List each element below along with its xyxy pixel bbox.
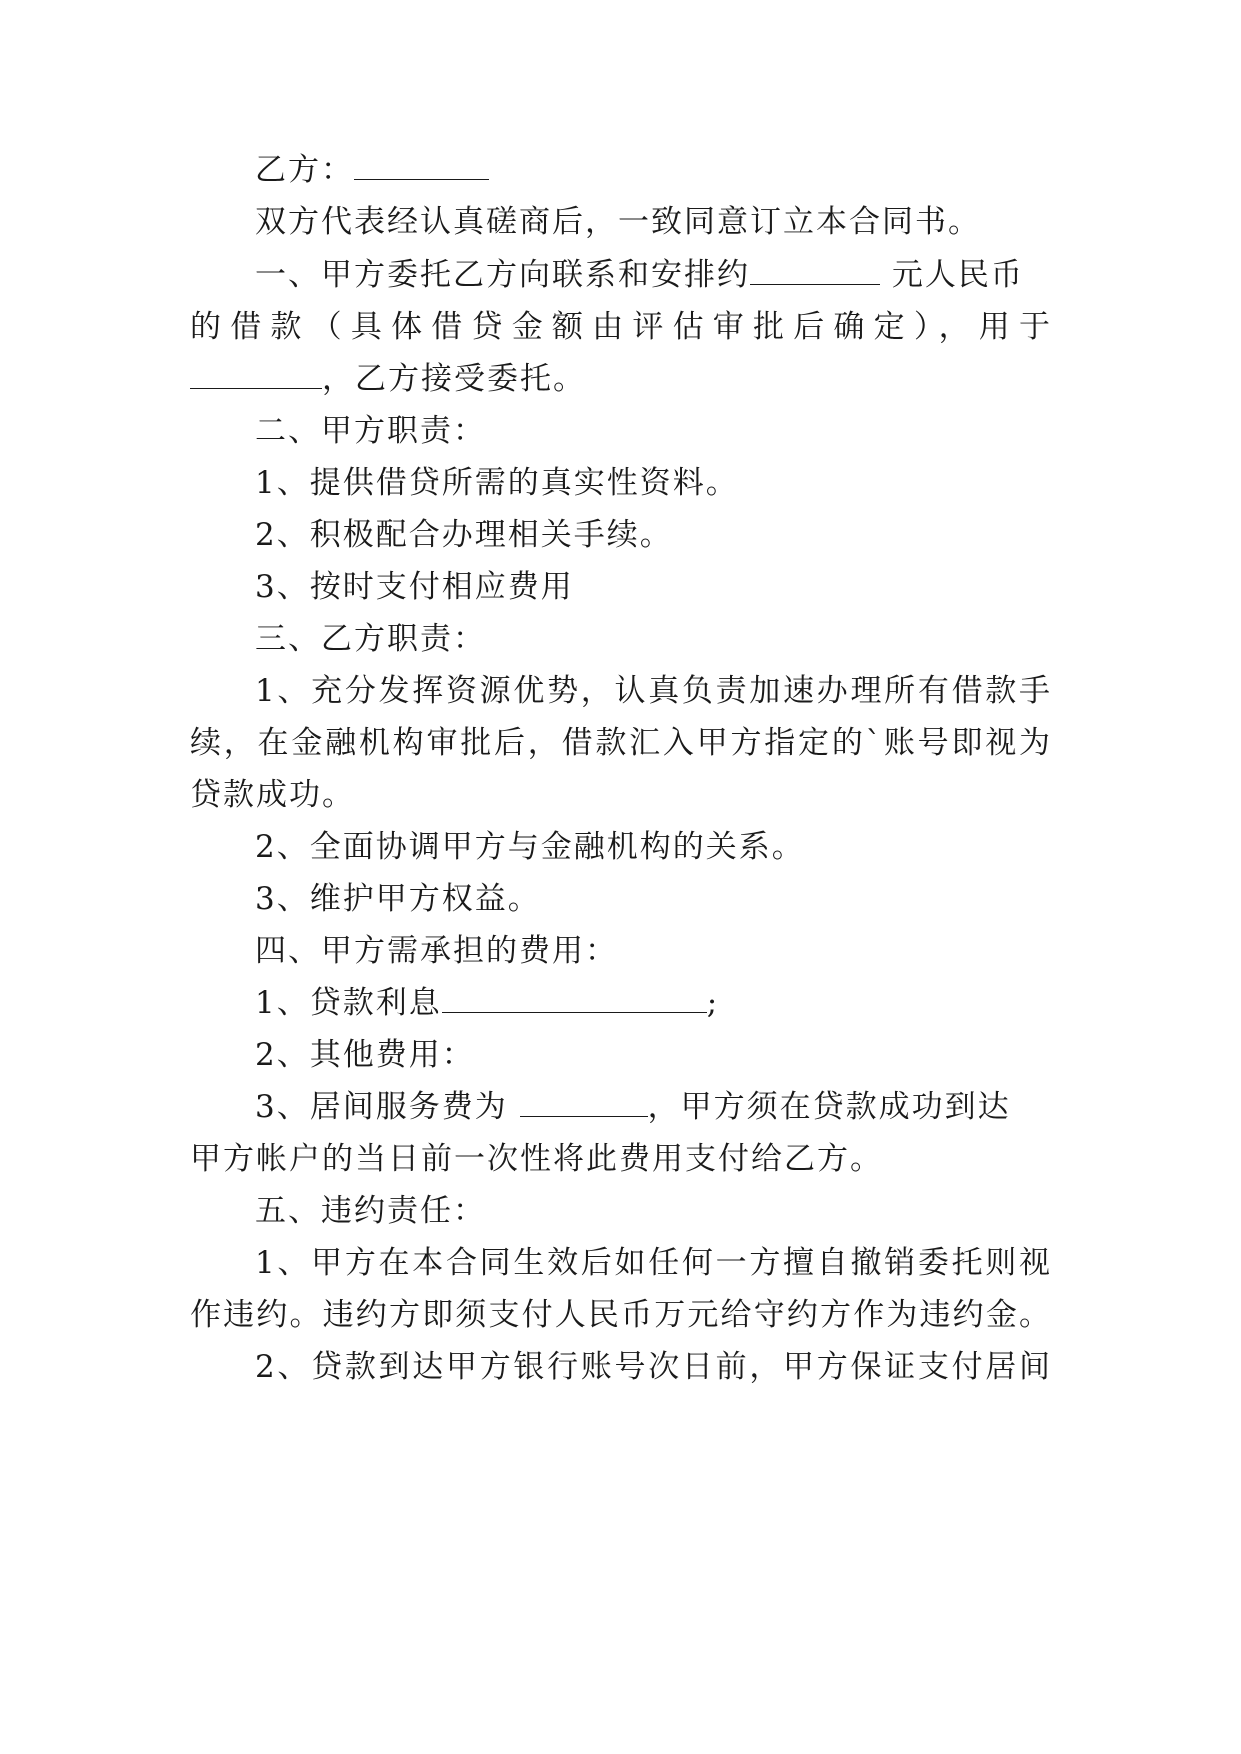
list-item <box>255 1087 1050 1127</box>
line-text: 元人民币 <box>880 257 1024 293</box>
line-text: 的借款（具体借贷金额由评估审批后确定），用于 <box>190 309 1050 345</box>
clause-1-line <box>255 255 1050 295</box>
line-text: 2、全面协调甲方与金融机构的关系。 <box>255 829 805 865</box>
list-item <box>255 983 1050 1023</box>
line-text: 3、按时支付相应费用 <box>255 569 574 605</box>
line-text: 二、甲方职责： <box>255 413 486 449</box>
line-text: 1、提供借贷所需的真实性资料。 <box>255 465 739 501</box>
line-text: 一、甲方委托乙方向联系和安排约 <box>255 257 750 293</box>
list-item <box>255 879 1050 919</box>
line-text: 1、充分发挥资源优势，认真负责加速办理所有借款手 <box>255 673 1050 709</box>
paragraph-line <box>190 1139 1050 1179</box>
line-text: 2、积极配合办理相关手续。 <box>255 517 673 553</box>
fill-blank <box>750 256 880 285</box>
line-text: 甲方帐户的当日前一次性将此费用支付给乙方。 <box>190 1141 883 1177</box>
line-text: 四、甲方需承担的费用： <box>255 933 618 969</box>
list-item <box>255 463 1050 503</box>
line-text: 贷款成功。 <box>190 777 355 813</box>
fill-blank <box>190 360 322 389</box>
line-text: 2、其他费用： <box>255 1037 475 1073</box>
line-text: 1、贷款利息 <box>255 985 442 1021</box>
line-text: ，乙方接受委托。 <box>322 361 586 397</box>
line-text: 1、甲方在本合同生效后如任何一方擅自撤销委托则视 <box>255 1245 1050 1281</box>
party-b-line <box>255 150 1050 190</box>
section-heading <box>255 411 1050 451</box>
line-text: 三、乙方职责： <box>255 621 486 657</box>
fill-blank <box>520 1088 648 1117</box>
list-item <box>255 1243 1050 1283</box>
line-text: 2、贷款到达甲方银行账号次日前，甲方保证支付居间 <box>255 1349 1050 1385</box>
list-item <box>255 671 1050 711</box>
list-item <box>255 1347 1050 1387</box>
line-text: 续，在金融机构审批后，借款汇入甲方指定的`账号即视为 <box>190 725 1050 761</box>
fill-blank <box>442 984 707 1013</box>
list-item <box>255 567 1050 607</box>
line-text: 3、居间服务费为 <box>255 1089 520 1125</box>
line-text: 3、维护甲方权益。 <box>255 881 541 917</box>
line-text: ; <box>706 985 720 1021</box>
section-heading <box>255 931 1050 971</box>
section-heading <box>255 1191 1050 1231</box>
fill-blank <box>354 151 489 180</box>
line-text: 五、违约责任： <box>255 1193 486 1229</box>
line-text: 双方代表经认真磋商后，一致同意订立本合同书。 <box>255 204 981 240</box>
section-heading <box>255 619 1050 659</box>
paragraph-line <box>190 723 1050 763</box>
list-item <box>255 1035 1050 1075</box>
clause-1-purpose-line <box>190 359 1050 399</box>
paragraph-line <box>190 775 1050 815</box>
paragraph-line <box>190 1295 1050 1335</box>
list-item <box>255 515 1050 555</box>
paragraph-line <box>255 202 1050 242</box>
paragraph-line <box>190 307 1050 347</box>
line-text: ，甲方须在贷款成功到达 <box>647 1089 1011 1125</box>
line-text: 作违约。违约方即须支付人民币万元给守约方作为违约金。 <box>190 1297 1050 1333</box>
party-b-label: 乙方： <box>255 152 354 188</box>
list-item <box>255 827 1050 867</box>
